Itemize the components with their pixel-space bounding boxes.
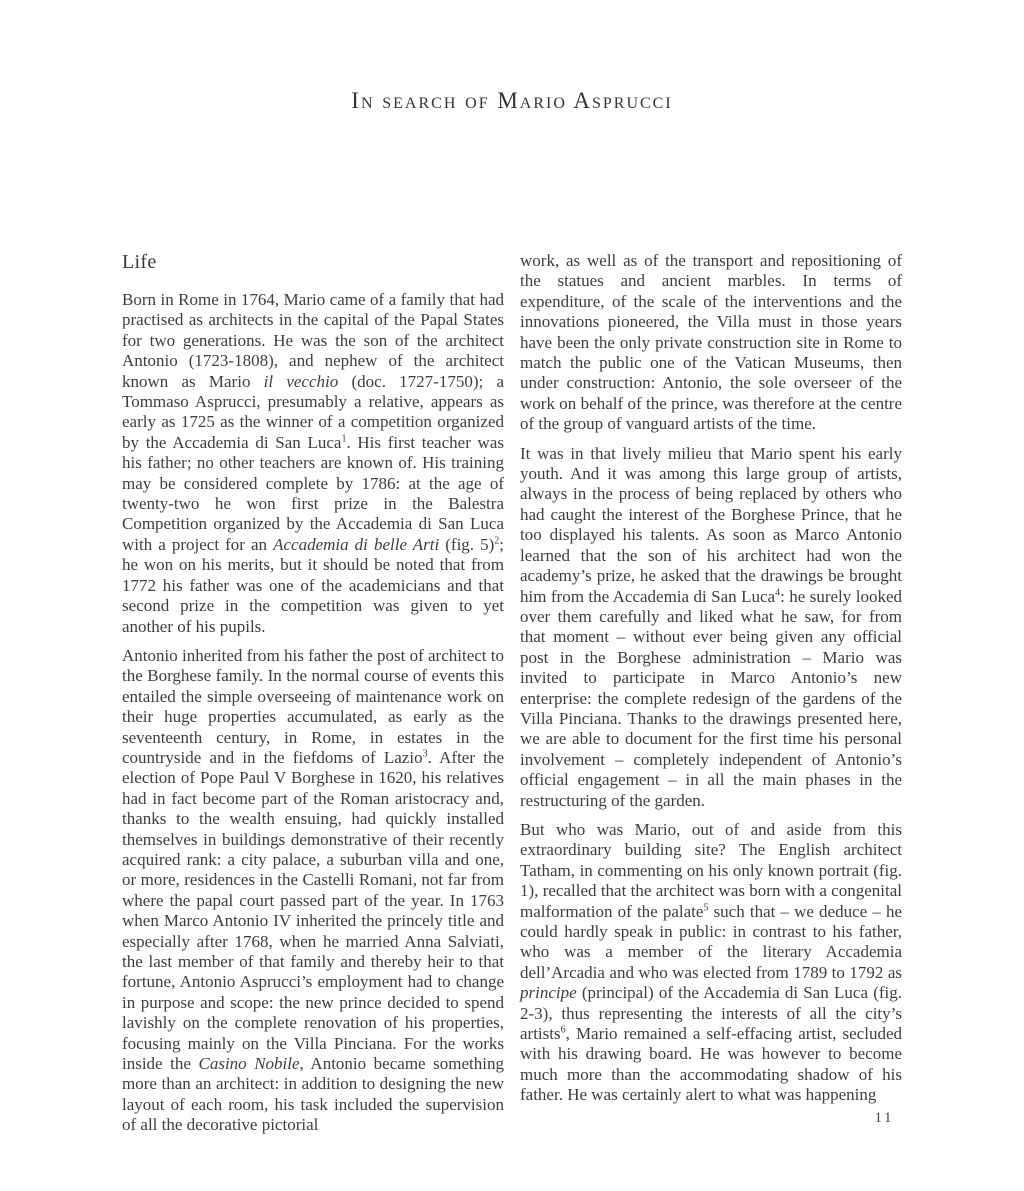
paragraph: Born in Rome in 1764, Mario came of a family that had practised as architects in the capital of the Papal States for two generations. He was the son of the architect Antonio (1723-1808), and nephew of the architect known as Mario il vecchio (doc. 1727-1750); a Tommaso Asprucci, presumably a relative, appears as early as 1725 as the winner of a competition organized by the Accademia di San Luca$^1$. His first teacher was his father; no other teachers are known of. His training may be considered complete by 1786: at the age of twenty-two he won first prize in the Balestra Competition organized by the Accademia di San Luca with a project for an Accademia di belle Arti (fig. 5)$^2$; he won on his merits, but it should be noted that from 1772 his father was one of the academicians and that second prize in the competition was given to yet another of his pupils. xyxy=(122,290,505,636)
text-columns xyxy=(122,251,902,1145)
italic-text: il vecchio xyxy=(263,371,339,391)
paragraph: It was in that lively milieu that Mario spent his early youth. And it was among this large group of artists, always in the process of being replaced by others who had caught the interest of the Borghese Prince, that he too displayed his talents. As soon as Marco Antonio learned that the son of his architect had won the academy’s prize, he asked that the drawings be brought him from the Accademia di San Luca$^4$: he surely looked over them carefully and liked what he saw, for from that moment – without ever being given any official post in the Borghese administration – Mario was invited to participate in Marco Antonio’s new enterprise: the complete redesign of the gardens of the Villa Pinciana. Thanks to the drawings presented here, we are able to document for the first time his personal involvement – completely independent of Antonio’s official engagement – in all the main phases in the restructuring of the garden. xyxy=(520,443,902,810)
italic-text: principe xyxy=(520,983,577,1003)
footnote-marker: 4 xyxy=(775,586,781,598)
italic-text: Casino Nobile xyxy=(198,1054,300,1074)
section-heading-life: Life xyxy=(122,251,157,273)
left-column-text xyxy=(122,290,504,1136)
footnote-marker: 3 xyxy=(422,748,428,760)
page-number: 11 xyxy=(874,1110,894,1126)
footnote-marker: 6 xyxy=(560,1024,566,1036)
page-title: In search of Mario Asprucci xyxy=(351,88,673,113)
right-column xyxy=(520,251,902,1145)
footnote-marker: 1 xyxy=(341,433,347,445)
right-column-text xyxy=(520,251,902,1106)
footnote-marker: 5 xyxy=(703,901,709,913)
footnote-marker: 2 xyxy=(494,535,500,547)
italic-text: Accademia di belle Arti xyxy=(273,534,440,554)
paragraph: work, as well as of the transport and repositioning of the statues and ancient marbles. In terms of expenditure, of the scale of the interventions and the innovations pioneered, the Villa must in those years have been the only private construction site in Rome to match the public one of the Vatican Museums, then under construction: Antonio, the sole overseer of the work on behalf of the prince, was therefore at the centre of the group of vanguard artists of the time. xyxy=(520,251,902,434)
paragraph: Antonio inherited from his father the post of architect to the Borghese family. In the normal course of events this entailed the simple overseeing of maintenance work on their huge properties accumulated, as early as the seventeenth century, in Rome, in estates in the countryside and in the fiefdoms of Lazio$^3$. After the election of Pope Paul V Borghese in 1620, his relatives had in fact become part of the Roman aristocracy and, thanks to the wealth ensuing, had quickly installed themselves in buildings demonstrative of their recently acquired rank: a city palace, a suburban villa and one, or more, residences in the Castelli Romani, not far from where the papal court passed part of the year. In 1763 when Marco Antonio IV inherited the princely title and especially after 1768, when he married Anna Salviati, the last member of that family and thereby heir to that fortune, Antonio Asprucci’s employment had to change in purpose and scope: the new prince decided to spend lavishly on the complete renovation of his properties, focusing mainly on the Villa Pinciana. For the works inside the Casino Nobile, Antonio became something more than an architect: in addition to designing the new layout of each room, his task included the supervision of all the decorative pictorial xyxy=(122,645,505,1135)
left-column xyxy=(122,251,504,1145)
paragraph: But who was Mario, out of and aside from this extraordinary building site? The English architect Tatham, in commenting on his only known portrait (fig. 1), recalled that the architect was born with a congenital malformation of the palate$^5$ such that – we deduce – he could hardly speak in public: in contrast to his father, who was a member of the literary Accademia dell’Arcadia and who was elected from 1789 to 1792 as principe (principal) of the Accademia di San Luca (fig. 2-3), thus representing the interests of all the city’s artists$^6$, Mario remained a self-effacing artist, secluded with his drawing board. He was however to become much more than the accommodating shadow of his father. He was certainly alert to what was happening xyxy=(520,819,902,1105)
